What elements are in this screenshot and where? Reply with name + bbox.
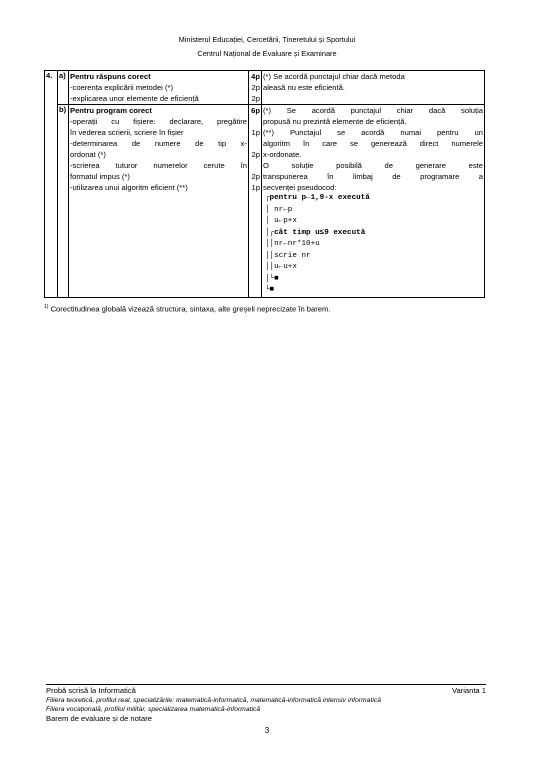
points-value: 1p bbox=[251, 183, 260, 192]
criteria-title: Pentru răspuns corect bbox=[70, 72, 151, 81]
criteria-item: -scrierea tuturor numerelor cerute în bbox=[70, 161, 247, 170]
points-value: 2p bbox=[251, 150, 260, 159]
page-number: 3 bbox=[264, 726, 270, 735]
criteria-item: în vederea scrierii, scriere în fișier bbox=[70, 128, 184, 137]
points-value bbox=[250, 160, 260, 171]
criteria-item: -utilizarea unui algoritm eficient (**) bbox=[70, 183, 188, 192]
ministry-name: Ministerul Educației, Cercetării, Tineretului și Sportului bbox=[178, 35, 356, 44]
variant-label: Varianta 1 bbox=[451, 686, 486, 695]
pseudocode-line: ││scrie nr bbox=[265, 251, 311, 260]
criteria-4a bbox=[69, 71, 249, 105]
criteria-title: Pentru program corect bbox=[70, 106, 152, 115]
footnote-text: Corectitudinea globală vizează structura, sintaxa, alte greșeli neprecizate în barem. bbox=[48, 304, 331, 314]
pseudocode-line: │ nr←p bbox=[265, 205, 293, 214]
row-4a bbox=[45, 71, 485, 105]
exam-title: Probă scrisă la Informatică bbox=[46, 686, 136, 695]
points-total: 6p bbox=[251, 106, 260, 115]
points-total: 4p bbox=[251, 72, 260, 81]
grading-table bbox=[44, 70, 485, 298]
pseudocode-line: ││u←u+x bbox=[265, 263, 297, 271]
criteria-item: -explicarea unor elemente de eficiență bbox=[70, 94, 199, 103]
document-header bbox=[0, 33, 534, 61]
note-line: (**) Punctajul se acordă numai pentru un bbox=[263, 128, 483, 137]
notes-4a bbox=[262, 71, 485, 105]
criteria-item: -operații cu fișiere: declarare, pregătire bbox=[70, 117, 247, 126]
item-number: 4. bbox=[45, 71, 58, 298]
pseudocode-line: │┌cât timp u≤9 execută bbox=[265, 228, 366, 237]
note-line: x-ordonate. bbox=[263, 150, 302, 159]
points-value: 1p bbox=[251, 128, 260, 137]
pseudocode-line: │ u←p+x bbox=[265, 217, 297, 225]
footer-doc-type: Barem de evaluare și de notare bbox=[46, 714, 152, 723]
footnote-mark: 1) bbox=[44, 304, 49, 310]
note-line: O soluție posibilă de generare este bbox=[263, 161, 483, 170]
criteria-item: formatul impus (*) bbox=[70, 172, 130, 181]
pseudocode-line: ┌pentru p←1,9-x execută bbox=[265, 194, 370, 202]
pseudocode-line: └■ bbox=[265, 286, 275, 294]
notes-4b bbox=[262, 105, 485, 298]
criteria-item: -determinarea de numere de tip x- bbox=[70, 139, 247, 148]
footer-profile-line: Filiera vocațională, profilul militar, specializarea matematică-informatică bbox=[46, 706, 261, 713]
points-4b bbox=[249, 105, 262, 298]
footer-profile-line: Filiera teoretică, profilul real, specializările: matematică-informatică, matematică-informatică intensiv informatică bbox=[46, 697, 382, 704]
subitem-letter-a: a) bbox=[58, 71, 69, 105]
points-value bbox=[250, 138, 260, 149]
subitem-letter-b: b) bbox=[58, 105, 69, 298]
points-value: 2p bbox=[251, 172, 260, 181]
footnote bbox=[44, 304, 330, 314]
note-line: (*) Se acordă punctajul chiar dacă metoda bbox=[263, 72, 405, 81]
criteria-item: -coerența explicării metodei (*) bbox=[70, 83, 173, 92]
pseudocode-line: │└■ bbox=[265, 274, 279, 283]
points-value: 2p bbox=[251, 94, 260, 103]
points-value: 2p bbox=[251, 83, 260, 92]
criteria-4b bbox=[69, 105, 249, 298]
pseudocode-line: ││nr←nr*10+u bbox=[265, 240, 320, 248]
pseudocode-block bbox=[265, 193, 483, 297]
note-line: secvenței pseudocod: bbox=[263, 183, 337, 192]
points-4a bbox=[249, 71, 262, 105]
note-line: (*) Se acordă punctajul chiar dacă soluția bbox=[263, 106, 483, 115]
criteria-item: ordonat (*) bbox=[70, 150, 106, 159]
note-line: aleasă nu este eficientă. bbox=[263, 83, 345, 92]
points-value bbox=[250, 116, 260, 127]
note-line: transpunerea în limbaj de programare a bbox=[263, 172, 483, 181]
note-line: propusă nu prezintă elemente de eficiență. bbox=[263, 117, 407, 126]
page-footer bbox=[46, 684, 486, 724]
center-name: Centrul Național de Evaluare și Examinare bbox=[197, 49, 337, 58]
note-line: algoritm în care se generează direct numerele bbox=[263, 139, 483, 148]
row-4b bbox=[45, 105, 485, 298]
